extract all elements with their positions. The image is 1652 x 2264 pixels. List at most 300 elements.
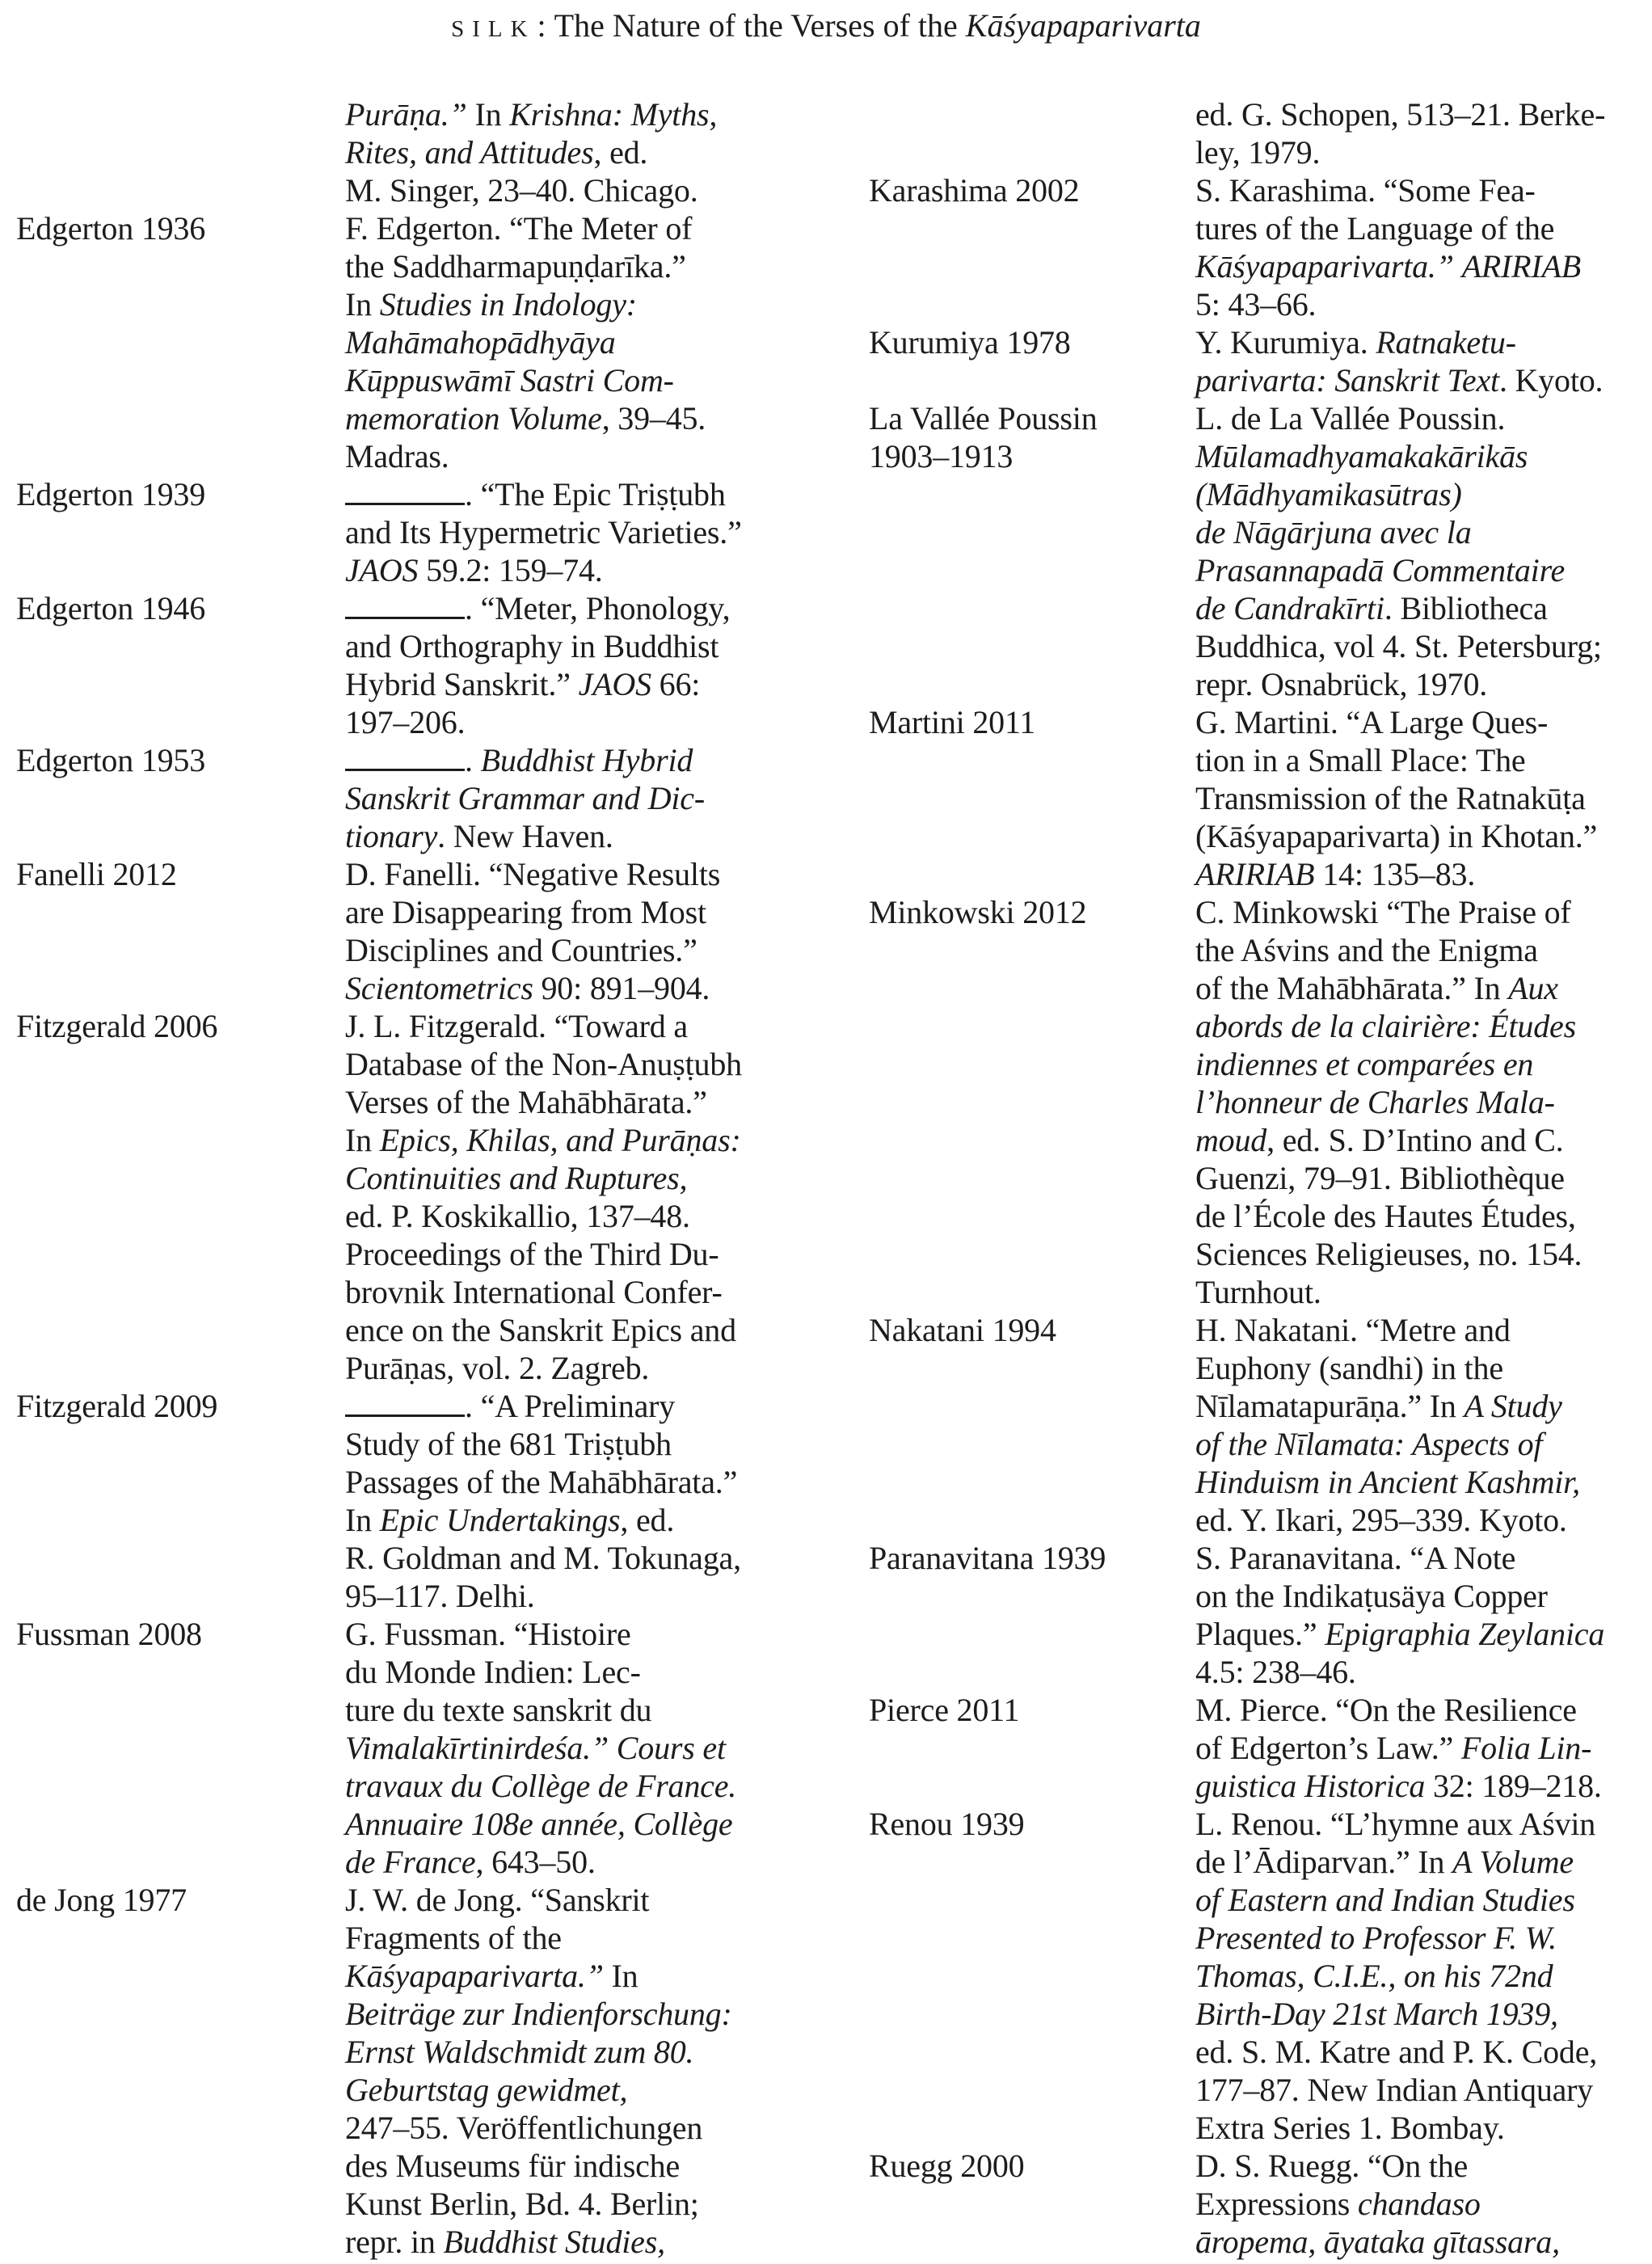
- citation-text: [345, 1806, 732, 1842]
- citation-text: [1195, 666, 1487, 702]
- citation-text: [1195, 1160, 1565, 1196]
- citation-text: [1195, 172, 1536, 209]
- bib-line: [869, 931, 1605, 969]
- citation-segment: S. Karashima. “Some Fea-: [1195, 172, 1536, 209]
- citation-text: [1195, 2034, 1597, 2070]
- bib-line: [869, 1653, 1605, 1691]
- citation-text: [345, 1084, 707, 1120]
- bib-line: [16, 2185, 742, 2223]
- citation-text: [1195, 894, 1571, 930]
- bib-line: [16, 1425, 742, 1463]
- citation-text: [1195, 1958, 1553, 1994]
- bib-line: [869, 1691, 1605, 1729]
- bib-line: [16, 1311, 742, 1349]
- entry-label: Edgerton 1946: [16, 590, 206, 626]
- bib-line: [869, 247, 1605, 285]
- entry-label: Edgerton 1939: [16, 476, 206, 512]
- citation-segment-italic: Folia Lin-: [1460, 1730, 1592, 1766]
- citation-text: [345, 590, 730, 626]
- bib-line: [869, 1577, 1605, 1615]
- bib-line: [869, 969, 1605, 1007]
- bib-line: [16, 855, 742, 893]
- bib-line: [16, 1045, 742, 1083]
- citation-text: [345, 2034, 693, 2070]
- bib-line: [869, 437, 1605, 475]
- citation-text: [1195, 2110, 1505, 2146]
- citation-segment: . New Haven.: [437, 818, 613, 854]
- citation-text: [345, 666, 700, 702]
- citation-text: [345, 742, 693, 778]
- citation-segment-italic: Kāśyapaparivarta.”: [345, 1958, 604, 1994]
- citation-segment: [1454, 248, 1462, 285]
- bib-line: [869, 1843, 1605, 1881]
- citation-text: [345, 1426, 672, 1462]
- bib-line: [869, 209, 1605, 247]
- citation-text: [1195, 856, 1475, 892]
- bib-line: [869, 741, 1605, 779]
- citation-text: [1195, 1236, 1582, 1272]
- repeated-author-rule: [345, 767, 465, 771]
- bib-line: [869, 1235, 1605, 1273]
- citation-segment: Kunst Berlin, Bd. 4. Berlin;: [345, 2186, 699, 2222]
- bib-line: [16, 1349, 742, 1387]
- citation-segment: 95–117. Delhi.: [345, 1578, 535, 1614]
- citation-segment: . Bibliotheca: [1384, 590, 1548, 626]
- citation-segment: Fragments of the: [345, 1920, 562, 1956]
- bib-line: [869, 1197, 1605, 1235]
- citation-segment-italic: Mahāmahopādhyāya: [345, 324, 616, 360]
- citation-text: [1195, 1768, 1602, 1804]
- citation-segment-italic: Mūlamadhyamakakārikās: [1195, 438, 1528, 474]
- citation-text: [1195, 2072, 1593, 2108]
- bib-line: [869, 2071, 1605, 2109]
- citation-segment: the Aśvins and the Enigma: [1195, 932, 1538, 968]
- citation-text: [1195, 2148, 1468, 2184]
- bib-line: [16, 399, 742, 437]
- bib-line: [869, 2185, 1605, 2223]
- citation-segment: J. W. de Jong. “Sanskrit: [345, 1882, 650, 1918]
- bib-line: [16, 741, 742, 779]
- bib-line: [869, 323, 1605, 361]
- bib-line: [16, 1501, 742, 1539]
- citation-text: [1195, 1882, 1575, 1918]
- citation-segment-italic: travaux du Collège de France.: [345, 1768, 737, 1804]
- citation-text: [1195, 286, 1316, 323]
- citation-text: [345, 932, 697, 968]
- citation-segment: (Kāśyapaparivarta) in Khotan.”: [1195, 818, 1598, 854]
- citation-segment: Extra Series 1. Bombay.: [1195, 2110, 1505, 2146]
- bib-line: [16, 1007, 742, 1045]
- citation-segment: In: [345, 1122, 380, 1158]
- citation-text: [1195, 1844, 1574, 1880]
- citation-segment: ed. S. M. Katre and P. K. Code,: [1195, 2034, 1598, 2070]
- citation-text: [345, 438, 449, 474]
- citation-segment: H. Nakatani. “Metre and: [1195, 1312, 1511, 1348]
- citation-segment: on the Indikaṭusäya Copper: [1195, 1578, 1548, 1614]
- citation-text: [1195, 514, 1472, 550]
- bib-line: [16, 931, 742, 969]
- bib-line: [16, 323, 742, 361]
- citation-segment: de l’École des Hautes Études,: [1195, 1198, 1576, 1234]
- bib-line: [869, 133, 1605, 171]
- citation-text: [345, 96, 717, 133]
- citation-text: [345, 1844, 596, 1880]
- citation-text: [1195, 96, 1605, 133]
- bib-line: [869, 1311, 1605, 1349]
- citation-segment: 32: 189–218.: [1425, 1768, 1602, 1804]
- bib-line: [869, 1387, 1605, 1425]
- citation-segment-italic: Beiträge zur Indienforschung:: [345, 1996, 732, 2032]
- citation-segment-italic: Prasannapadā Commentaire: [1195, 552, 1566, 588]
- bib-line: [16, 2109, 742, 2147]
- entry-label: Edgerton 1953: [16, 742, 206, 778]
- bib-line: [16, 247, 742, 285]
- citation-text: [345, 1654, 641, 1690]
- citation-segment-italic: A Study: [1464, 1388, 1562, 1424]
- bib-line: [16, 1463, 742, 1501]
- citation-segment-italic: tionary: [345, 818, 438, 854]
- citation-segment: ture du texte sanskrit du: [345, 1692, 652, 1728]
- citation-text: [1195, 552, 1565, 588]
- bib-line: [869, 2223, 1605, 2261]
- citation-segment-italic: Krishna: Myths,: [509, 96, 718, 133]
- citation-text: [345, 552, 603, 588]
- citation-segment: L. de La Vallée Poussin.: [1195, 400, 1506, 436]
- citation-segment: M. Pierce. “On the Resilience: [1195, 1692, 1577, 1728]
- citation-segment-italic: (Mādhyamikasūtras): [1195, 476, 1462, 512]
- citation-segment: Expressions: [1195, 2186, 1358, 2222]
- entry-label: Pierce 2011: [869, 1692, 1020, 1728]
- citation-segment-italic: Rites, and Attitudes: [345, 134, 594, 171]
- bib-line: [869, 1007, 1605, 1045]
- citation-segment: , 39–45.: [601, 400, 706, 436]
- bib-line: [869, 1083, 1605, 1121]
- citation-text: [1195, 1350, 1503, 1386]
- citation-segment-italic: of Eastern and Indian Studies: [1195, 1882, 1575, 1918]
- citation-segment-italic: de Nāgārjuna avec la: [1195, 514, 1472, 550]
- citation-segment: G. Fussman. “Histoire: [345, 1616, 631, 1652]
- citation-text: [345, 362, 674, 398]
- bib-line: [16, 1653, 742, 1691]
- running-head-separator: :: [537, 7, 546, 44]
- bib-line: [869, 1615, 1605, 1653]
- citation-text: [1195, 400, 1505, 436]
- bib-line: [16, 513, 742, 551]
- repeated-author-rule: [345, 501, 465, 505]
- citation-text: [1195, 1274, 1321, 1310]
- bib-line: [16, 1121, 742, 1159]
- bib-line: [16, 285, 742, 323]
- bib-line: [16, 1805, 742, 1843]
- citation-segment: du Monde Indien: Lec-: [345, 1654, 641, 1690]
- citation-text: [1195, 1692, 1577, 1728]
- citation-segment-italic: Ratnaketu-: [1376, 324, 1516, 360]
- citation-text: [1195, 780, 1586, 816]
- entry-label: Kurumiya 1978: [869, 324, 1071, 360]
- bib-line: [869, 589, 1605, 627]
- bib-line: [16, 1387, 742, 1425]
- bib-line: [869, 95, 1605, 133]
- bib-line: [869, 551, 1605, 589]
- bib-line: [16, 551, 742, 589]
- citation-text: [345, 134, 647, 171]
- bib-line: [16, 2071, 742, 2109]
- citation-segment: Turnhout.: [1195, 1274, 1321, 1310]
- citation-segment: M. Singer, 23–40. Chicago.: [345, 172, 698, 209]
- bibliography-column-right: [869, 95, 1605, 2261]
- citation-text: [1195, 1046, 1533, 1082]
- bib-line: [869, 513, 1605, 551]
- citation-segment-italic: Thomas, C.I.E., on his 72nd: [1195, 1958, 1553, 1994]
- citation-segment: D. S. Ruegg. “On the: [1195, 2148, 1469, 2184]
- citation-segment-italic: de Candrakīrti: [1195, 590, 1384, 626]
- citation-segment: In: [345, 286, 380, 323]
- citation-segment: C. Minkowski “The Praise of: [1195, 894, 1571, 930]
- citation-segment: 5: 43–66.: [1195, 286, 1317, 323]
- citation-segment: , ed. S. D’Intino and C.: [1266, 1122, 1564, 1158]
- citation-segment: J. L. Fitzgerald. “Toward a: [345, 1008, 688, 1044]
- bib-line: [16, 1615, 742, 1653]
- entry-label: Renou 1939: [869, 1806, 1025, 1842]
- citation-text: [1195, 1426, 1542, 1462]
- entry-label: Fussman 2008: [16, 1616, 202, 1652]
- bib-line: [869, 2109, 1605, 2147]
- bib-line: [869, 1045, 1605, 1083]
- citation-text: [1195, 818, 1597, 854]
- citation-text: [345, 2224, 665, 2260]
- citation-segment: Buddhica, vol 4. St. Petersburg;: [1195, 628, 1602, 664]
- bib-line: [869, 1767, 1605, 1805]
- citation-text: [345, 856, 720, 892]
- citation-segment-italic: ARIRIAB: [1461, 248, 1581, 285]
- citation-segment-italic: moud: [1195, 1122, 1267, 1158]
- citation-text: [1195, 1730, 1591, 1766]
- citation-text: [345, 818, 613, 854]
- bib-line: [16, 171, 742, 209]
- bib-line: [16, 2033, 742, 2071]
- bib-line: [869, 1121, 1605, 1159]
- citation-segment: Y. Kurumiya.: [1195, 324, 1376, 360]
- citation-segment: D. Fanelli. “Negative Results: [345, 856, 721, 892]
- citation-segment: , ed.: [593, 134, 648, 171]
- bib-line: [869, 2033, 1605, 2071]
- citation-text: [1195, 2186, 1481, 2222]
- citation-text: [345, 400, 706, 436]
- citation-segment: Verses of the Mahābhārata.”: [345, 1084, 707, 1120]
- bib-line: [16, 893, 742, 931]
- bib-line: [16, 1843, 742, 1881]
- citation-segment: Madras.: [345, 438, 449, 474]
- bib-line: [16, 2147, 742, 2185]
- bib-line: [16, 1539, 742, 1577]
- citation-text: [345, 172, 698, 209]
- citation-segment: S. Paranavitana. “A Note: [1195, 1540, 1516, 1576]
- bib-line: [869, 665, 1605, 703]
- citation-text: [345, 210, 692, 247]
- running-head: [0, 5, 1652, 50]
- citation-segment: Proceedings of the Third Du-: [345, 1236, 719, 1272]
- citation-segment-italic: Purāṇa.”: [345, 96, 467, 133]
- citation-text: [345, 2186, 699, 2222]
- bib-line: [869, 2147, 1605, 2185]
- citation-text: [345, 2110, 702, 2146]
- citation-segment: Sciences Religieuses, no. 154.: [1195, 1236, 1582, 1272]
- citation-text: [345, 1996, 732, 2032]
- citation-text: [1195, 1616, 1604, 1652]
- bib-line: [869, 703, 1605, 741]
- citation-segment-italic: Kūppuswāmī Sastri Com-: [345, 362, 674, 398]
- citation-segment: In: [466, 96, 510, 133]
- citation-segment-italic: Birth-Day 21st March 1939,: [1195, 1996, 1558, 2032]
- citation-segment: ed. P. Koskikallio, 137–48.: [345, 1198, 690, 1234]
- citation-text: [345, 1274, 723, 1310]
- citation-text: [1195, 628, 1602, 664]
- citation-segment: Disciplines and Countries.”: [345, 932, 697, 968]
- citation-segment-italic: l’honneur de Charles Mala-: [1195, 1084, 1555, 1120]
- bib-line: [16, 1729, 742, 1767]
- bib-line: [869, 285, 1605, 323]
- bib-line: [869, 1349, 1605, 1387]
- citation-segment-italic: Epigraphia Zeylanica: [1325, 1616, 1605, 1652]
- citation-segment: .: [465, 742, 481, 778]
- running-head-title: The Nature of the Verses of the: [554, 7, 966, 44]
- citation-text: [1195, 1654, 1356, 1690]
- citation-segment: In: [603, 1958, 638, 1994]
- citation-segment: tures of the Language of the: [1195, 210, 1555, 247]
- entry-label: Fanelli 2012: [16, 856, 177, 892]
- running-head-author: SILK: [451, 16, 536, 42]
- citation-text: [1195, 210, 1554, 247]
- citation-segment: des Museums für indische: [345, 2148, 681, 2184]
- bib-line: [16, 665, 742, 703]
- citation-segment: Transmission of the Ratnakūṭa: [1195, 780, 1586, 816]
- entry-label: Paranavitana 1939: [869, 1540, 1106, 1576]
- citation-text: [1195, 1540, 1515, 1576]
- bib-line: [16, 1995, 742, 2033]
- entry-label: Karashima 2002: [869, 172, 1080, 209]
- citation-segment: . Kyoto.: [1498, 362, 1604, 398]
- bib-line: [16, 1577, 742, 1615]
- citation-segment-italic: Vimalakīrtinirdeśa.” Cours et: [345, 1730, 726, 1766]
- citation-segment: . “The Epic Triṣṭubh: [465, 476, 726, 512]
- bib-line: [16, 589, 742, 627]
- citation-segment: 197–206.: [345, 704, 466, 740]
- citation-text: [345, 1768, 736, 1804]
- citation-segment: . “A Preliminary: [465, 1388, 676, 1424]
- citation-segment: are Disappearing from Most: [345, 894, 706, 930]
- citation-text: [345, 476, 726, 512]
- bib-line: [16, 2223, 742, 2261]
- citation-text: [1195, 438, 1528, 474]
- citation-segment: the Saddharmapuṇḍarīka.”: [345, 248, 686, 285]
- bib-line: [869, 1273, 1605, 1311]
- citation-segment-italic: āropema, āyataka gītassara,: [1195, 2224, 1560, 2260]
- bibliography-column-left: [16, 95, 742, 2261]
- citation-text: [1195, 2224, 1560, 2260]
- citation-segment-italic: Annuaire 108e année, Collège: [345, 1806, 733, 1842]
- citation-segment: Guenzi, 79–91. Bibliothèque: [1195, 1160, 1565, 1196]
- citation-segment: ence on the Sanskrit Epics and: [345, 1312, 736, 1348]
- citation-segment: Purāṇas, vol. 2. Zagreb.: [345, 1350, 650, 1386]
- citation-text: [345, 1464, 737, 1500]
- citation-segment: Nīlamatapurāṇa.” In: [1195, 1388, 1464, 1424]
- bib-line: [869, 627, 1605, 665]
- bib-line: [16, 1767, 742, 1805]
- citation-text: [345, 514, 742, 550]
- citation-segment: of the Mahābhārata.” In: [1195, 970, 1509, 1006]
- citation-text: [345, 1502, 674, 1538]
- citation-text: [345, 894, 706, 930]
- citation-segment: G. Martini. “A Large Ques-: [1195, 704, 1549, 740]
- citation-segment-italic: of the Nīlamata: Aspects of: [1195, 1426, 1543, 1462]
- citation-segment: 66:: [651, 666, 701, 702]
- citation-text: [1195, 248, 1581, 285]
- bib-line: [16, 1159, 742, 1197]
- citation-segment: ley, 1979.: [1195, 134, 1321, 171]
- bib-line: [16, 1083, 742, 1121]
- citation-segment-italic: Kāśyapaparivarta.”: [1195, 248, 1454, 285]
- citation-text: [1195, 1122, 1563, 1158]
- citation-segment: 59.2: 159–74.: [418, 552, 603, 588]
- citation-segment-italic: JAOS: [578, 666, 651, 702]
- entry-label: Edgerton 1936: [16, 210, 206, 247]
- citation-segment-italic: Studies in Indology:: [379, 286, 637, 323]
- citation-text: [345, 1388, 675, 1424]
- bib-line: [16, 1235, 742, 1273]
- citation-text: [345, 1350, 649, 1386]
- citation-segment-italic: Buddhist Studies,: [443, 2224, 665, 2260]
- repeated-author-rule: [345, 615, 465, 619]
- citation-text: [345, 1616, 631, 1652]
- citation-text: [345, 2072, 627, 2108]
- citation-text: [345, 1198, 690, 1234]
- entry-label: Martini 2011: [869, 704, 1036, 740]
- citation-segment: In: [345, 1502, 380, 1538]
- citation-segment-italic: Aux: [1508, 970, 1558, 1006]
- citation-text: [345, 1730, 726, 1766]
- citation-text: [345, 248, 686, 285]
- citation-text: [345, 1692, 651, 1728]
- bib-line: [16, 209, 742, 247]
- citation-text: [1195, 1806, 1595, 1842]
- citation-text: [345, 1882, 649, 1918]
- bib-line: [869, 1463, 1605, 1501]
- entry-label: de Jong 1977: [16, 1882, 187, 1918]
- citation-segment: , 643–50.: [475, 1844, 596, 1880]
- bib-line: [869, 1729, 1605, 1767]
- citation-segment-italic: Epics, Khilas, and Purāṇas:: [379, 1122, 741, 1158]
- citation-segment: Euphony (sandhi) in the: [1195, 1350, 1503, 1386]
- citation-segment: , ed.: [620, 1502, 675, 1538]
- citation-segment: 4.5: 238–46.: [1195, 1654, 1356, 1690]
- bib-line: [869, 399, 1605, 437]
- citation-segment: ed. G. Schopen, 513–21. Berke-: [1195, 96, 1606, 133]
- citation-text: [345, 970, 710, 1006]
- citation-segment-italic: guistica Historica: [1195, 1768, 1426, 1804]
- bib-line: [869, 361, 1605, 399]
- citation-text: [345, 1920, 562, 1956]
- citation-segment: R. Goldman and M. Tokunaga,: [345, 1540, 741, 1576]
- bib-line: [16, 1881, 742, 1919]
- bib-line: [869, 1919, 1605, 1957]
- entry-label: La Vallée Poussin: [869, 400, 1098, 436]
- citation-text: [345, 1008, 688, 1044]
- citation-segment-italic: Ernst Waldschmidt zum 80.: [345, 2034, 694, 2070]
- citation-segment: . “Meter, Phonology,: [465, 590, 731, 626]
- citation-text: [345, 1312, 736, 1348]
- citation-segment: Passages of the Mahābhārata.”: [345, 1464, 738, 1500]
- entry-label: 1903–1913: [869, 438, 1014, 474]
